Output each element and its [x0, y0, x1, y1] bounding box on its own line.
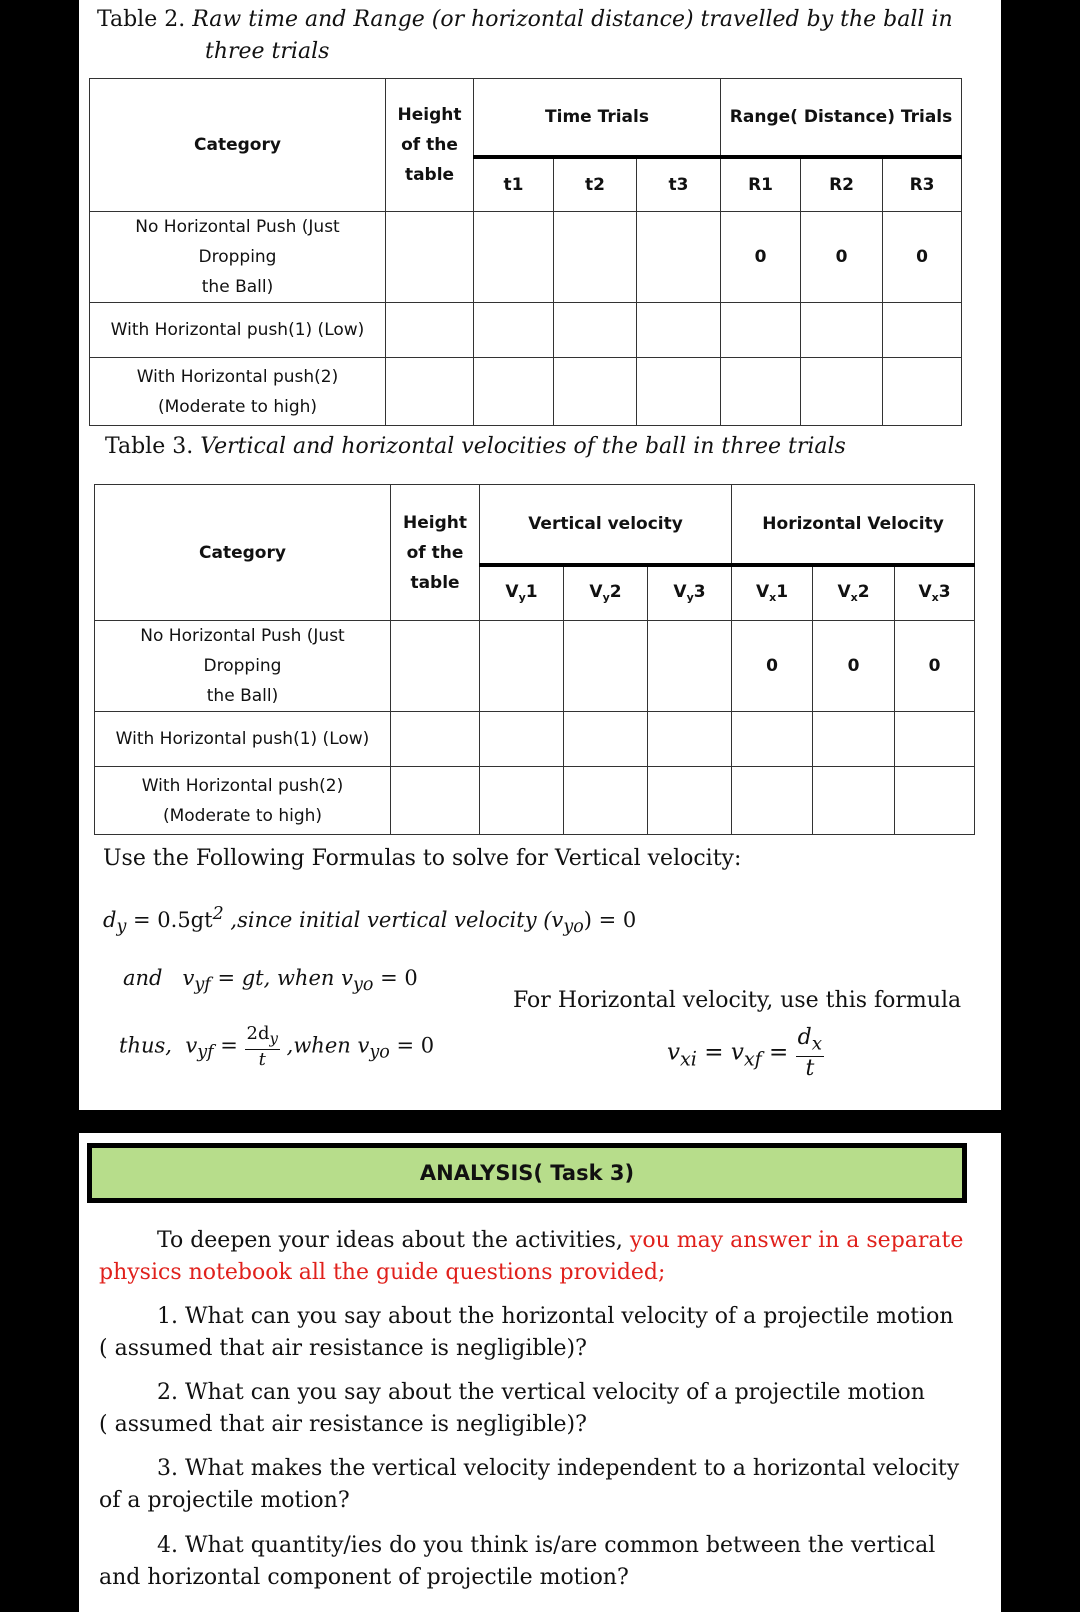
table-cell[interactable]: [895, 712, 975, 767]
row-category: No Horizontal Push (Just Dropping the Ball): [95, 621, 391, 712]
table3-category-header: Category: [95, 485, 391, 621]
table2-subheader: R2: [801, 157, 883, 212]
table-cell[interactable]: [480, 767, 564, 835]
table-cell[interactable]: [391, 712, 480, 767]
formula-thus-velocity: thus, $v_{yf}$ = $\frac{2d_y}{t}$ ,when $v_{yo} = 0$: [119, 1023, 435, 1070]
table2-subheader: R3: [883, 157, 962, 212]
worksheet-page-2: [79, 1133, 1001, 1612]
table-cell[interactable]: [480, 621, 564, 712]
table-cell[interactable]: [648, 621, 732, 712]
fraction: $\frac{d_x}{t}$: [797, 1025, 823, 1082]
table-cell[interactable]: 0: [813, 621, 895, 712]
table3-caption: Table 3. Vertical and horizontal velocities of the ball in three trials: [105, 434, 846, 459]
table-cell[interactable]: 0: [883, 212, 962, 303]
table-cell[interactable]: [391, 767, 480, 835]
row-category: With Horizontal push(2) (Moderate to high): [95, 767, 391, 835]
table-cell[interactable]: [564, 767, 648, 835]
fraction: $\frac{2d_y}{t}$: [246, 1023, 278, 1070]
worksheet-page-1: [79, 0, 1001, 1110]
table-cell[interactable]: [474, 303, 554, 358]
formula-intro: Use the Following Formulas to solve for Vertical velocity:: [103, 846, 742, 871]
table-row: [95, 712, 975, 767]
table3-horizontal-velocity-header: Horizontal Velocity: [732, 485, 975, 565]
table2: [89, 78, 962, 426]
table-cell[interactable]: [637, 212, 721, 303]
table-row: [95, 621, 975, 712]
horizontal-formula-intro: For Horizontal velocity, use this formula: [513, 988, 962, 1013]
table-cell[interactable]: [801, 358, 883, 426]
table-cell[interactable]: 0: [895, 621, 975, 712]
table-row: [90, 303, 962, 358]
table-cell[interactable]: [554, 212, 637, 303]
table2-subheader: t1: [474, 157, 554, 212]
row-category: With Horizontal push(1) (Low): [90, 303, 386, 358]
analysis-title: ANALYSIS( Task 3): [87, 1143, 967, 1203]
table-cell[interactable]: [801, 303, 883, 358]
table2-subheader: t2: [554, 157, 637, 212]
table-cell[interactable]: [554, 358, 637, 426]
table-cell[interactable]: [391, 621, 480, 712]
question-1: 1. What can you say about the horizontal velocity of a projectile motion ( assumed that air resistance is negligible)?: [99, 1304, 954, 1361]
table-cell[interactable]: 0: [801, 212, 883, 303]
table-cell[interactable]: [883, 358, 962, 426]
table3-subheader: $V_y2$: [564, 565, 648, 621]
table3: [94, 484, 975, 835]
table-cell[interactable]: [564, 712, 648, 767]
table-cell[interactable]: [386, 212, 474, 303]
table-cell[interactable]: [474, 212, 554, 303]
table-cell[interactable]: 0: [721, 212, 801, 303]
table3-height-header: Height of the table: [391, 485, 480, 621]
table2-height-header: Height of the table: [386, 79, 474, 212]
question-3: 3. What makes the vertical velocity independent to a horizontal velocity of a projectile motion?: [99, 1456, 960, 1513]
table-cell[interactable]: [883, 303, 962, 358]
table3-vertical-velocity-header: Vertical velocity: [480, 485, 732, 565]
table-cell[interactable]: [564, 621, 648, 712]
row-category: With Horizontal push(1) (Low): [95, 712, 391, 767]
table2-category-header: Category: [90, 79, 386, 212]
table-cell[interactable]: 0: [732, 621, 813, 712]
question-4: 4. What quantity/ies do you think is/are common between the vertical and horizontal component of projectile motion?: [99, 1533, 936, 1590]
table-cell[interactable]: [480, 712, 564, 767]
table-cell[interactable]: [637, 303, 721, 358]
table2-subheader: t3: [637, 157, 721, 212]
table3-subheader: $V_y1$: [480, 565, 564, 621]
table2-caption: Table 2. Raw time and Range (or horizontal distance) travelled by the ball in: [97, 7, 953, 32]
table-cell[interactable]: [648, 712, 732, 767]
table2-time-trials-header: Time Trials: [474, 79, 721, 157]
table-cell[interactable]: [721, 358, 801, 426]
table3-subheader: $V_y3$: [648, 565, 732, 621]
table2-range-trials-header: Range( Distance) Trials: [721, 79, 962, 157]
table-cell[interactable]: [554, 303, 637, 358]
table-cell[interactable]: [813, 712, 895, 767]
table-cell[interactable]: [474, 358, 554, 426]
analysis-intro: To deepen your ideas about the activities, you may answer in a separate physics notebook all the guide questions provided;: [99, 1228, 964, 1285]
table-cell[interactable]: [386, 303, 474, 358]
table-row: [90, 212, 962, 303]
table-row: [95, 767, 975, 835]
table-cell[interactable]: [721, 303, 801, 358]
table-cell[interactable]: [637, 358, 721, 426]
table-cell[interactable]: [732, 712, 813, 767]
table3-subheader: $V_x2$: [813, 565, 895, 621]
row-category: With Horizontal push(2) (Moderate to high): [90, 358, 386, 426]
table2-subheader: R1: [721, 157, 801, 212]
table-cell[interactable]: [813, 767, 895, 835]
row-category: No Horizontal Push (Just Dropping the Ball): [90, 212, 386, 303]
table-cell[interactable]: [386, 358, 474, 426]
table-cell[interactable]: [648, 767, 732, 835]
table2-caption-line2: three trials: [205, 39, 330, 64]
table-row: [90, 358, 962, 426]
table-cell[interactable]: [895, 767, 975, 835]
formula-horizontal-velocity: $v_{xi} = v_{xf}$ = $\frac{d_x}{t}$: [667, 1025, 823, 1082]
table3-subheader: $V_x3$: [895, 565, 975, 621]
table3-subheader: $V_x1$: [732, 565, 813, 621]
formula-final-velocity: and $v_{yf}$ = gt, when $v_{yo} = 0$: [123, 966, 418, 996]
formula-displacement: $d_y = 0.5gt^2$ ,since initial vertical velocity $(v_{yo}) = 0$: [103, 904, 637, 938]
question-2: 2. What can you say about the vertical velocity of a projectile motion ( assumed that air resistance is negligible)?: [99, 1380, 925, 1437]
table-cell[interactable]: [732, 767, 813, 835]
